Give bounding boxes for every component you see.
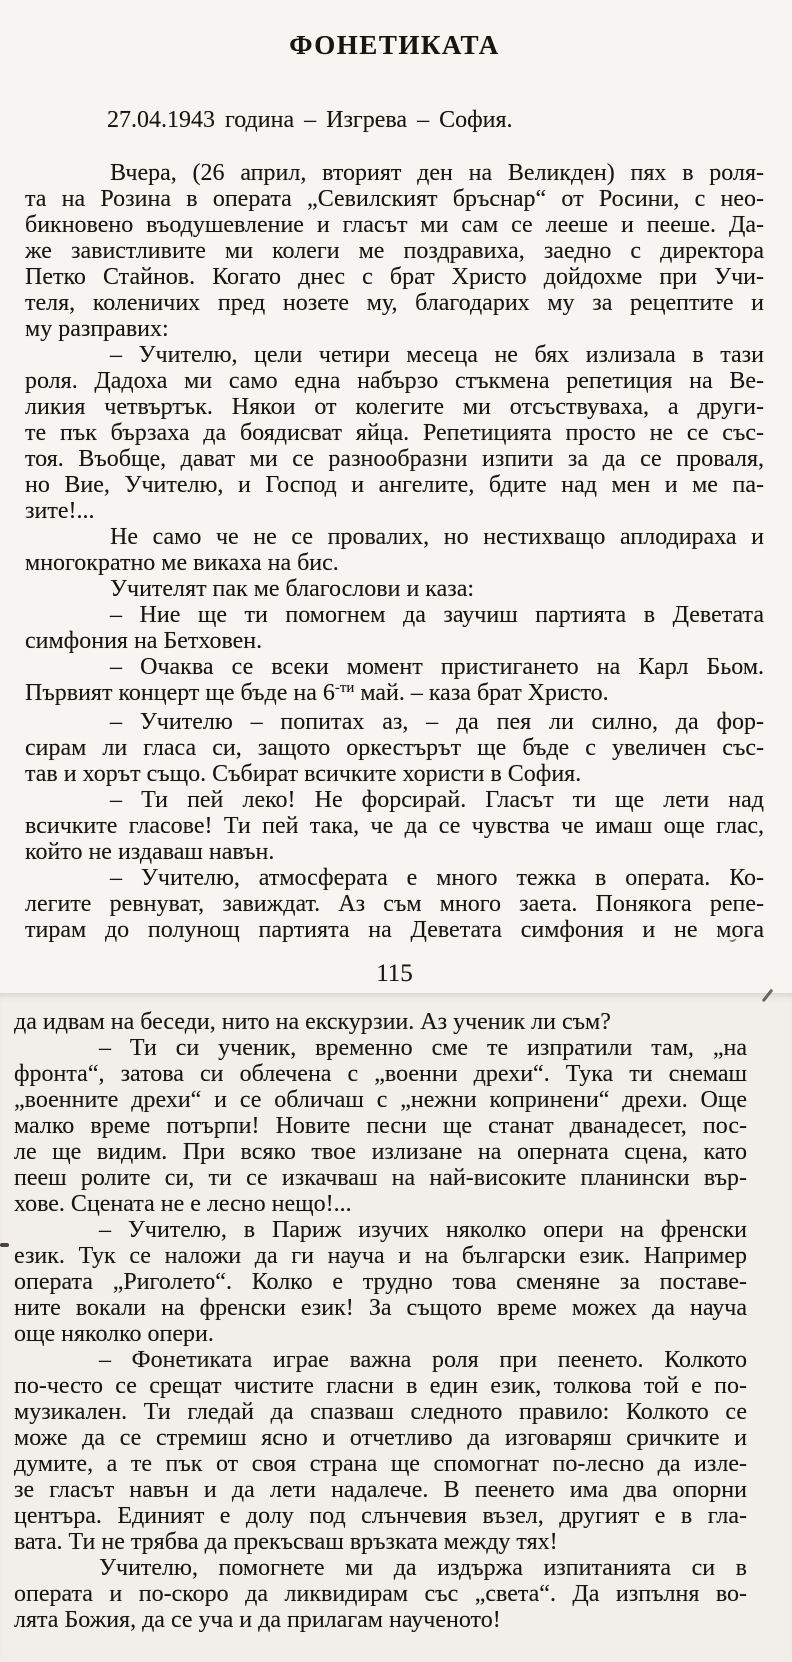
- paragraph: [25, 524, 764, 576]
- paragraph: [25, 602, 764, 654]
- text-line: центъра. Единият е долу под слънчевия възел, другият е в гла-: [14, 1503, 747, 1529]
- date-line: 27.04.1943 година – Изгрева – София.: [107, 107, 513, 133]
- paragraph: [14, 1035, 747, 1217]
- text-line: му разправих:: [25, 316, 169, 342]
- paragraph: [14, 1009, 747, 1035]
- text-line: – Фонетиката играе важна роля при пеенето. Колкото: [99, 1347, 747, 1373]
- text-line: Не само че не се провалих, но нестихващо аплодираха и: [110, 524, 764, 550]
- text-line: думите, а те пък от своя страна ще спомогнат по-лесно да изле-: [14, 1451, 747, 1477]
- text-line: симфония на Бетховен.: [25, 628, 263, 654]
- text-line: легите ревнуват, завиждат. Аз съм много заета. Понякога репе-: [25, 891, 764, 917]
- text-line: ликия четвъртък. Някои от колегите ми отсъствуваха, а други-: [25, 394, 764, 420]
- text-line: Учителят пак ме благослови и каза:: [110, 576, 475, 602]
- paragraph: [14, 1347, 747, 1555]
- text-line: хове. Сцената не е лесно нещо!...: [14, 1191, 352, 1217]
- text-line: да идвам на беседи, нито на екскурзии. Аз ученик ли съм?: [14, 1009, 611, 1035]
- text-line: тоя. Въобще, дават ми се разнообразни изпити за да се проваля,: [25, 446, 764, 472]
- text-line: – Ти пей леко! Не форсирай. Гласът ти ще лети над: [110, 787, 764, 813]
- text-line: бикновено въодушевление и гласът ми сам се лееше и пееше. Да-: [25, 212, 764, 238]
- text-line: теля, коленичих пред нозете му, благодарих му за рецептите и: [25, 290, 764, 316]
- text-line: – Очаква се всеки момент пристигането на Карл Бьом.: [110, 654, 764, 680]
- text-line: сирам ли гласа си, защото оркестърът ще бъде с увеличен със-: [25, 735, 764, 761]
- scan-page-bottom: [0, 993, 792, 1662]
- paragraph: [14, 1217, 747, 1347]
- text-line: – Учителю, в Париж изучих няколко опери на френски: [99, 1217, 747, 1243]
- paragraph: [25, 709, 764, 787]
- text-line: операта „Риголето“. Колко е трудно това сменяне за поставе-: [14, 1269, 747, 1295]
- text-line: пееш ролите си, ти се изкачваш на най-високите планински вър-: [14, 1165, 747, 1191]
- text-line: малко време потърпи! Новите песни ще станат дванадесет, пос-: [14, 1113, 747, 1139]
- text-line: ните вокали на френски език! За същото време можех да науча: [14, 1295, 747, 1321]
- text-line: зе гласът навън и да лети надалече. В пеенето има два опорни: [14, 1477, 747, 1503]
- text-line: музикален. Ти гледай да спазваш следното правило: Колкото се: [14, 1399, 747, 1425]
- paragraph: [25, 787, 764, 865]
- text-line: – Ние ще ти помогнем да заучиш партията в Деветата: [110, 602, 764, 628]
- text-line: – Учителю – попитах аз, – да пея ли силно, да фор-: [110, 709, 764, 735]
- page-number: 115: [376, 960, 413, 987]
- text-line: „военните дрехи“ и се обличаш с „нежни копринени“ дрехи. Още: [14, 1087, 747, 1113]
- paragraph: [25, 342, 764, 524]
- text-line: тав и хорът също. Събират всичките хористи в София.: [25, 761, 582, 787]
- text-line: операта и по-скоро да ликвидирам със „света“. Да изпълня во-: [14, 1581, 747, 1607]
- text-line: лята Божия, да се уча и да прилагам наученото!: [14, 1607, 501, 1633]
- text-line: фронта“, затова си облечена с „военни дрехи“. Тука ти снемаш: [14, 1061, 747, 1087]
- text-line: но Вие, Учителю, и Господ и ангелите, бдите над мен и ме па-: [25, 472, 764, 498]
- text-line: Първият концерт ще бъде на $6^{-ти}$ май. – каза брат Христо.: [25, 679, 609, 706]
- text-line: език. Тук се наложи да ги науча и на български език. Например: [14, 1243, 747, 1269]
- text-line: Вчера, (26 април, вторият ден на Великден) пях в роля-: [110, 160, 764, 186]
- text-line: зите!...: [25, 498, 95, 524]
- text-line: по-често се срещат чистите гласни в един език, толкова той е по-: [14, 1373, 747, 1399]
- text-line: тирам до полунощ партията на Деветата симфония и не мога: [25, 917, 764, 943]
- text-line: – Учителю, цели четири месеца не бях излизала в тази: [110, 342, 764, 368]
- paragraph: [14, 1555, 747, 1633]
- paragraph: [25, 160, 764, 342]
- paragraph: [25, 576, 764, 602]
- text-line: же завистливите ми колеги ме поздравиха, заедно с директора: [25, 238, 764, 264]
- paragraph: [25, 865, 764, 943]
- text-line: който не издаваш навън.: [25, 839, 275, 865]
- page-title: ФОНЕТИКАТА: [289, 30, 500, 60]
- text-line: та на Розина в операта „Севилският бръснар“ от Росини, с нео-: [25, 186, 764, 212]
- text-line: – Учителю, атмосферата е много тежка в операта. Ко-: [110, 865, 764, 891]
- text-line: вата. Ти не трябва да прекъсваш връзката между тях!: [14, 1529, 558, 1555]
- paragraph: [25, 654, 764, 709]
- text-line: – Ти си ученик, временно сме те изпратили там, „на: [99, 1035, 747, 1061]
- text-line: Учителю, помогнете ми да издържа изпитанията си в: [99, 1555, 747, 1581]
- text-line: ле ще видим. При всяко твое излизане на оперната сцена, като: [14, 1139, 747, 1165]
- text-line: многократно ме викаха на бис.: [25, 550, 339, 576]
- text-line: те пък бързаха да боядисват яйца. Репетицията просто не се със-: [25, 420, 764, 446]
- text-line: още няколко опери.: [14, 1321, 214, 1347]
- text-line: Петко Стайнов. Когато днес с брат Христо дойдохме при Учи-: [25, 264, 764, 290]
- text-line: всичките гласове! Ти пей така, че да се чувства че имаш още глас,: [25, 813, 764, 839]
- text-line: може да се стремиш ясно и отчетливо да изговаряш сричките и: [14, 1425, 747, 1451]
- text-line: роля. Дадоха ми само една набързо стъкмена репетиция на Ве-: [25, 368, 764, 394]
